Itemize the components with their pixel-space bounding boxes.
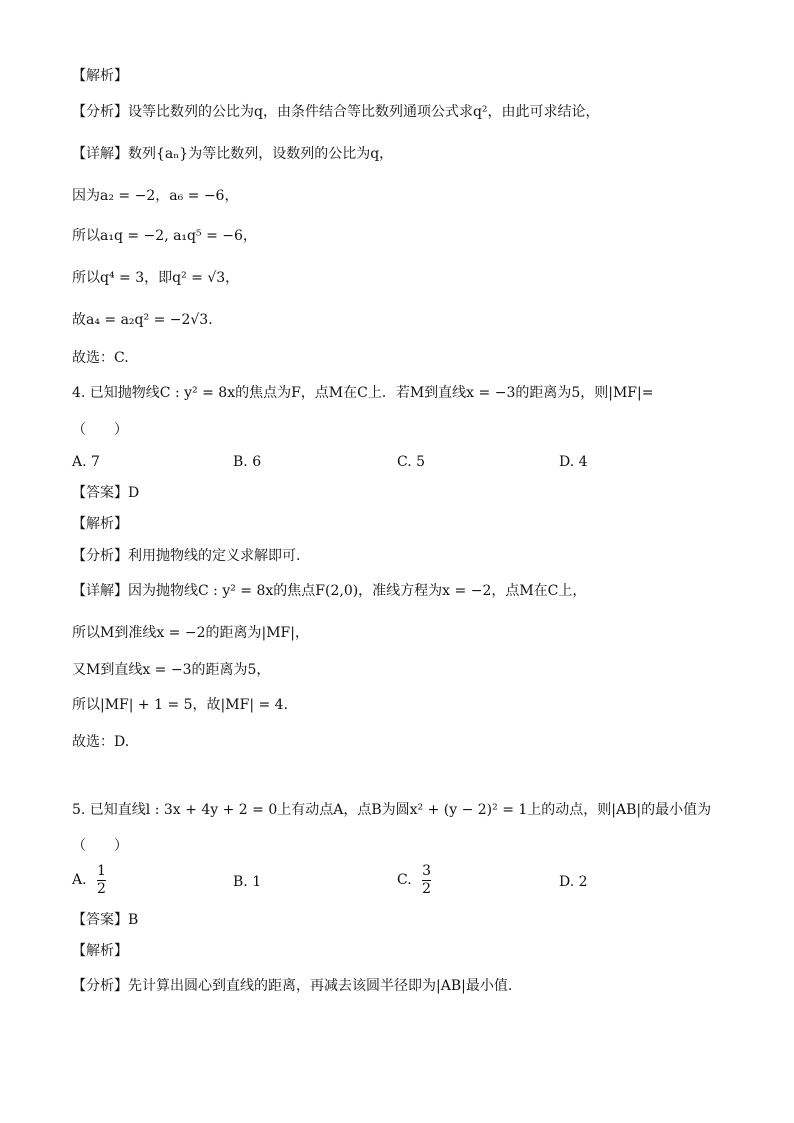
math-step [72, 270, 239, 287]
answer-choice-line [72, 350, 129, 367]
q5-option-a [72, 864, 106, 896]
question-4-blank [72, 422, 128, 439]
analysis-line [72, 104, 600, 121]
math-step [72, 697, 288, 714]
analysis-line [72, 548, 300, 565]
option-label: A. [72, 872, 87, 889]
detail-line [72, 583, 586, 600]
math-step [72, 625, 309, 642]
detail-line [72, 146, 393, 163]
math-step [72, 662, 270, 679]
q4-option-a [72, 454, 100, 470]
denominator: 2 [97, 880, 106, 897]
question-5-stem [72, 802, 711, 819]
math-step [72, 228, 257, 245]
q5-option-d [559, 874, 588, 890]
question-5-blank [72, 838, 128, 855]
q4-option-c [397, 454, 425, 470]
text-line: 5. 已知直线l : 3x + 4y + 2 = 0上有动点A，点B为圆x² + (y − 2)² = 1上的动点，则|AB|的最小值为 [72, 802, 712, 818]
analysis-line [72, 978, 512, 995]
text-line: 【解析】 [72, 943, 128, 959]
option-text: A. 7 [72, 454, 100, 470]
text-line: 【详解】数列{aₙ}为等比数列，设数列的公比为q， [72, 146, 394, 162]
text-line: 【详解】因为抛物线C : y² = 8x的焦点F(2,0)，准线方程为x = −2，点M在C上， [72, 583, 587, 599]
option-text: C. 5 [397, 454, 426, 470]
text-line: 4. 已知抛物线C : y² = 8x的焦点为F，点M在C上．若M到直线x = −3的距离为5，则|MF|= [72, 385, 654, 401]
fraction-one-half [97, 864, 106, 896]
option-label: C. [397, 872, 412, 889]
answer-line [72, 485, 139, 502]
numerator: 3 [422, 863, 432, 879]
option-text: B. 1 [233, 874, 262, 890]
answer-choice-line [72, 734, 129, 751]
text-line: 所以M到准线x = −2的距离为|MF|， [72, 625, 309, 641]
q4-option-b [233, 454, 261, 470]
text-line: 所以|MF| + 1 = 5，故|MF| = 4. [72, 697, 289, 713]
text-line: 【答案】D [72, 485, 140, 501]
text-line: 所以a₁q = −2, a₁q⁵ = −6， [72, 228, 257, 244]
text-line: （ ） [72, 838, 128, 854]
text-line: 【分析】利用抛物线的定义求解即可. [72, 548, 301, 564]
solution-heading-jiexi [72, 516, 128, 533]
text-line: （ ） [72, 422, 128, 438]
text-line: 故选：D. [72, 734, 130, 750]
text-line: 因为a₂ = −2，a₆ = −6， [72, 188, 239, 204]
question-4-stem [72, 385, 653, 402]
text-line: 故a₄ = a₂q² = −2√3. [72, 312, 213, 328]
text-line: 故选：C. [72, 350, 129, 366]
option-text: D. 4 [559, 454, 588, 470]
option-text: B. 6 [233, 454, 262, 470]
math-step [72, 312, 213, 329]
text-line: 【答案】B [72, 912, 139, 928]
answer-line [72, 912, 138, 929]
text-line: 又M到直线x = −3的距离为5， [72, 662, 271, 678]
numerator: 1 [97, 863, 106, 879]
q5-option-c [397, 864, 431, 896]
text-line: 【分析】设等比数列的公比为q，由条件结合等比数列通项公式求q²，由此可求结论， [72, 104, 600, 120]
text-line: 所以q⁴ = 3，即q² = √3， [72, 270, 240, 286]
math-step [72, 188, 238, 205]
denominator: 2 [422, 880, 432, 897]
q4-option-d [559, 454, 588, 470]
text-line: 【分析】先计算出圆心到直线的距离，再减去该圆半径即为|AB|最小值. [72, 978, 513, 994]
text-line: 【解析】 [72, 68, 128, 84]
solution-heading-jiexi [72, 943, 128, 960]
text-line: 【解析】 [72, 516, 128, 532]
solution-heading-jiexi [72, 68, 128, 85]
option-text: D. 2 [559, 874, 588, 890]
fraction-three-halves [422, 864, 431, 896]
q5-option-b [233, 874, 261, 890]
